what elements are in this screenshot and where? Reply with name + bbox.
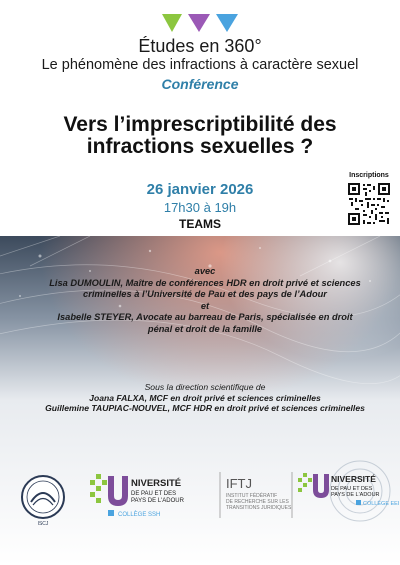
registration-label: Inscriptions xyxy=(349,172,389,179)
uppa-ssh-logo xyxy=(88,466,208,526)
decorative-triangles xyxy=(0,14,400,34)
uppa-line2: PAYS DE L'ADOUR xyxy=(131,498,184,504)
series-title: Études en 360° xyxy=(138,36,262,56)
direction-intro: Sous la direction scientifique de xyxy=(144,382,266,392)
uppa-eei-logo xyxy=(296,466,400,526)
speaker1-line2: criminelles à l’Université de Pau et des pays de l’Adour xyxy=(83,289,327,300)
speakers-intro: avec xyxy=(194,266,216,276)
conference-title xyxy=(50,114,350,158)
speaker2-line1: Isabelle STEYER, Avocate au barreau de Paris, spécialisée en droit xyxy=(57,312,353,323)
iftj-line2: DE RECHERCHE SUR LES xyxy=(226,499,289,505)
iftj-line3: TRANSITIONS JURIDIQUES xyxy=(226,505,292,511)
uppa2-college: COLLÈGE EEI xyxy=(363,501,400,507)
conference-title-line2: infractions sexuelles ? xyxy=(86,135,314,158)
speakers-block xyxy=(20,266,390,336)
event-date: 26 janvier 2026 xyxy=(146,181,254,198)
uppa2-line1: DE PAU ET DES xyxy=(331,486,373,492)
uppa2-line2: PAYS DE L'ADOUR xyxy=(331,492,380,498)
direction-block xyxy=(15,382,395,414)
partner-logos xyxy=(0,458,400,548)
speakers-joiner: et xyxy=(200,300,210,311)
conference-title-line1: Vers l’imprescriptibilité des xyxy=(63,113,337,136)
uppa2-brand: NIVERSITÉ xyxy=(331,474,376,484)
iftj-logo xyxy=(218,466,294,526)
director1: Joana FALXA, MCF en droit privé et sciences criminelles xyxy=(89,392,321,403)
institute-seal-logo xyxy=(20,474,66,528)
iftj-line1: INSTITUT FÉDÉRATIF xyxy=(226,493,278,499)
seal-text: ISCJ xyxy=(37,521,49,527)
uppa-brand: NIVERSITÉ xyxy=(131,478,182,489)
speaker1-line1: Lisa DUMOULIN, Maître de conférences HDR en droit privé et sciences xyxy=(49,277,361,288)
event-type: Conférence xyxy=(161,76,239,92)
event-venue: TEAMS xyxy=(179,217,221,231)
speaker2-line2: pénal et droit de la famille xyxy=(147,323,263,334)
uppa-line1: DE PAU ET DES xyxy=(131,491,177,497)
event-time: 17h30 à 19h xyxy=(163,200,237,215)
iftj-title: IFTJ xyxy=(226,476,252,491)
series-subtitle: Le phénomène des infractions à caractère sexuel xyxy=(41,57,359,73)
triangle-green xyxy=(162,14,182,32)
qr-code-icon[interactable] xyxy=(347,182,391,226)
triangle-blue xyxy=(216,14,238,32)
triangle-purple xyxy=(188,14,210,32)
director2: Guillemine TAUPIAC-NOUVEL, MCF HDR en droit privé et sciences criminelles xyxy=(45,403,365,414)
uppa-college: COLLÈGE SSH xyxy=(118,512,161,518)
